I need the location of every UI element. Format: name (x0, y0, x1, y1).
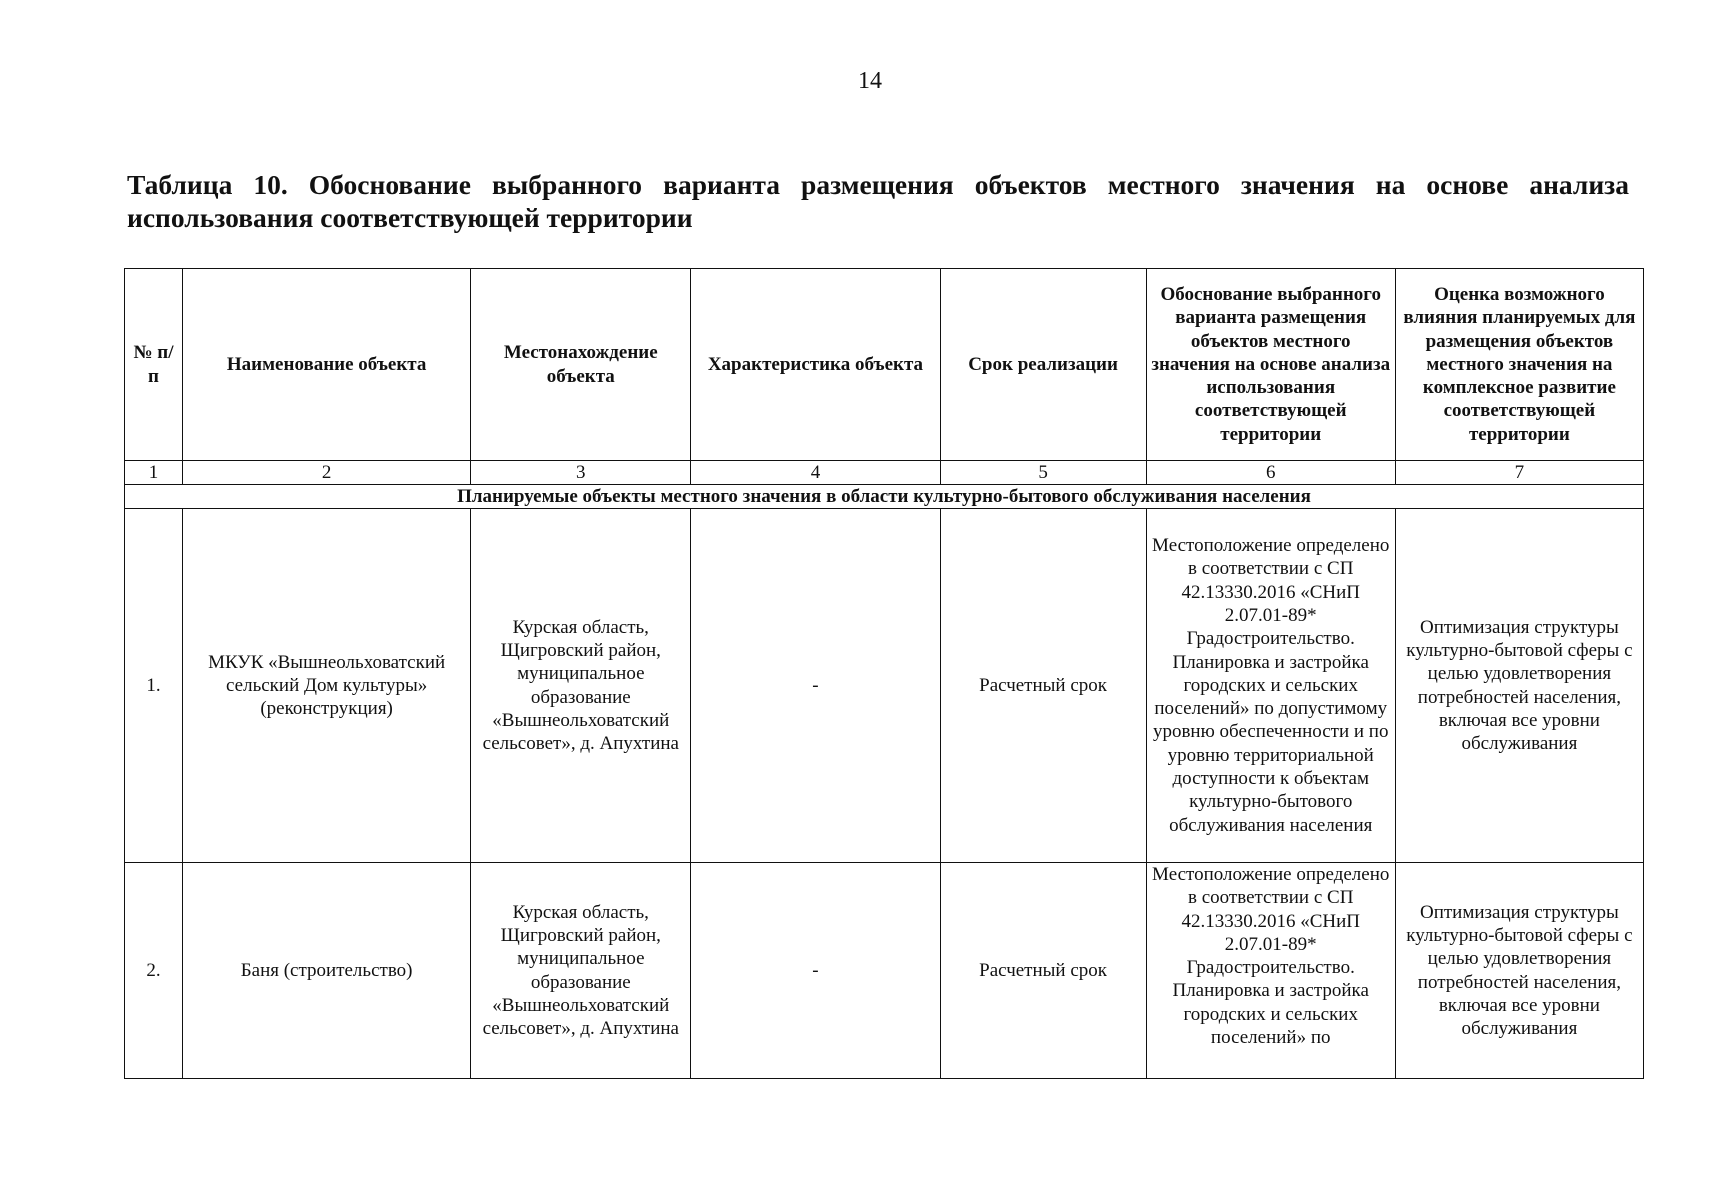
header-term: Срок реализации (940, 269, 1146, 461)
header-impact: Оценка возможного влияния планируемых для размещения объектов местного значения на комплексное развитие соответствующей территории (1395, 269, 1643, 461)
table-row (125, 509, 1644, 863)
table-row (125, 863, 1644, 1079)
object-justification: Местоположение определено в соответствии с СП 42.13330.2016 «СНиП 2.07.01-89* Градостроительство. Планировка и застройка городских и сельских поселений» по допустимому уровню обеспеченности и по уровню территориальной доступности к объектам культурно-бытового обслуживания населения (1146, 509, 1395, 863)
column-number: 4 (691, 461, 940, 485)
row-number: 2. (125, 863, 183, 1079)
table-title: Таблица 10. Обоснование выбранного варианта размещения объектов местного значения на основе анализа использования соответствующей территории (127, 169, 1629, 233)
object-impact: Оптимизация структуры культурно-бытовой сферы с целью удовлетворения потребностей населения, включая все уровни обслуживания (1395, 863, 1643, 1079)
page-number: 14 (858, 68, 882, 94)
column-number: 3 (471, 461, 691, 485)
table-header-row (125, 269, 1644, 461)
object-characteristic: - (691, 509, 940, 863)
main-table (124, 268, 1644, 1079)
object-term: Расчетный срок (940, 509, 1146, 863)
column-number: 6 (1146, 461, 1395, 485)
row-number: 1. (125, 509, 183, 863)
object-term: Расчетный срок (940, 863, 1146, 1079)
column-number: 5 (940, 461, 1146, 485)
column-number: 7 (1395, 461, 1643, 485)
column-number: 1 (125, 461, 183, 485)
header-justification: Обоснование выбранного варианта размещения объектов местного значения на основе анализа использования соответствующей территории (1146, 269, 1395, 461)
object-name: МКУК «Вышнеольховатский сельский Дом культуры» (реконструкция) (183, 509, 471, 863)
object-location: Курская область, Щигровский район, муниципальное образование «Вышнеольховатский сельсовет», д. Апухтина (471, 863, 691, 1079)
header-name: Наименование объекта (183, 269, 471, 461)
object-characteristic: - (691, 863, 940, 1079)
column-number-row (125, 461, 1644, 485)
object-justification: Местоположение определено в соответствии с СП 42.13330.2016 «СНиП 2.07.01-89* Градостроительство. Планировка и застройка городских и сельских поселений» по (1146, 863, 1395, 1079)
header-location: Местонахождение объекта (471, 269, 691, 461)
object-name: Баня (строительство) (183, 863, 471, 1079)
section-row (125, 485, 1644, 509)
header-characteristic: Характеристика объекта (691, 269, 940, 461)
column-number: 2 (183, 461, 471, 485)
header-number: № п/п (125, 269, 183, 461)
object-impact: Оптимизация структуры культурно-бытовой сферы с целью удовлетворения потребностей населения, включая все уровни обслуживания (1395, 509, 1643, 863)
section-title: Планируемые объекты местного значения в области культурно-бытового обслуживания населения (125, 485, 1644, 509)
object-location: Курская область, Щигровский район, муниципальное образование «Вышнеольховатский сельсовет», д. Апухтина (471, 509, 691, 863)
